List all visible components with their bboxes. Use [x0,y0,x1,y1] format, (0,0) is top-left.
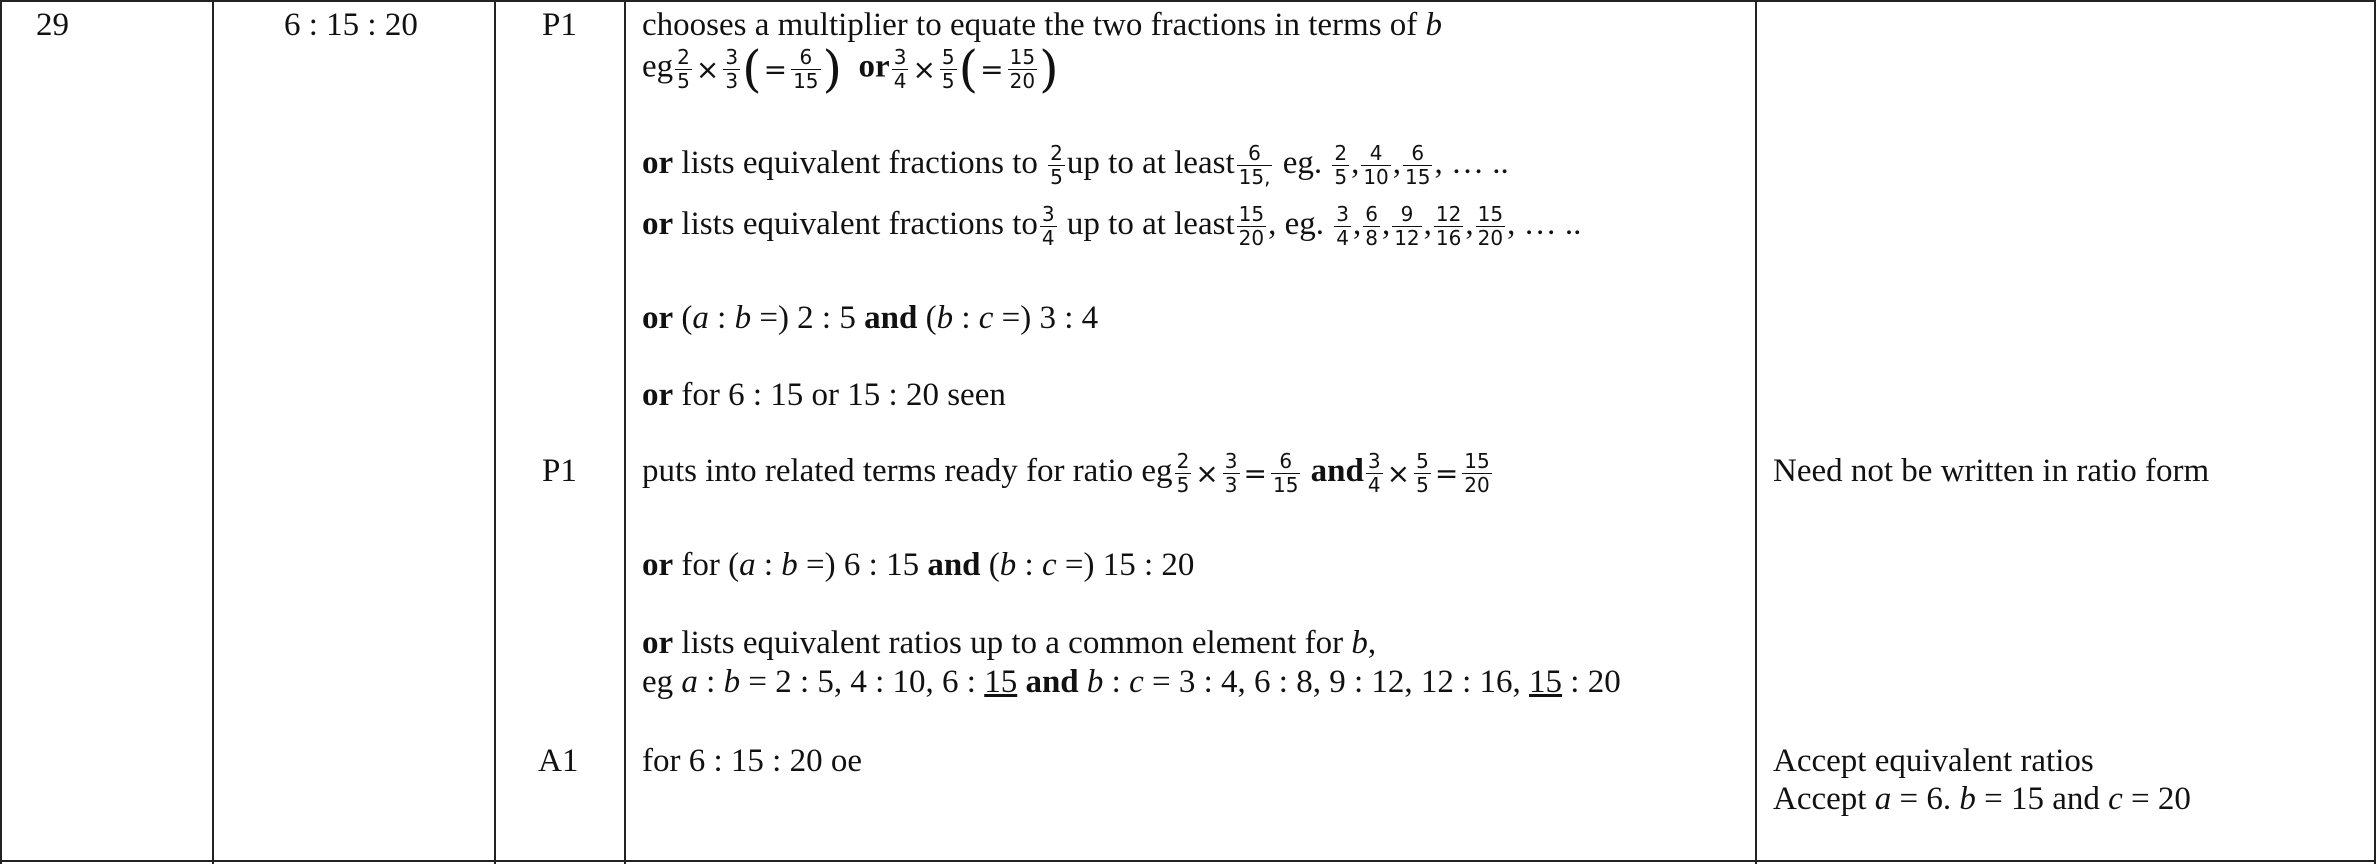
table-top-border [0,0,2376,2]
column-divider-2 [212,0,214,864]
answer-cell: 6 : 15 : 20 [284,7,418,43]
column-divider-1 [0,0,2,864]
note-accept-values: Accept a = 6. b = 15 and c = 20 [1773,781,2191,817]
mark-p1-first: P1 [542,7,577,43]
note-ratio-form: Need not be written in ratio form [1773,453,2210,489]
scheme-line-common-element: or lists equivalent ratios up to a common element for b, [642,625,1377,661]
scheme-line-seen: or for 6 : 15 or 15 : 20 seen [642,377,1006,413]
scheme-line-related-terms: puts into related terms ready for ratio eg $\frac{2}{5}$ × $\frac{3}{3}$ = $\frac{6}{15}$ and $\frac{3}{4}$ × $\frac{5}{5}$ = $\frac{15}{20}$ [642,449,1490,497]
scheme-line-multiplier: chooses a multiplier to equate the two fractions in terms of b [642,7,1443,43]
scheme-line-multiplier-example: eg $\frac{2}{5}$ × $\frac{3}{3}$ (= $\frac{6}{15}$ ) or $\frac{3}{4}$ × $\frac{5}{5}$ (= $\frac{15}{20}$ ) [642,40,1059,98]
question-number: 29 [36,7,69,43]
mark-a1: A1 [538,743,579,779]
scheme-line-equivalent-fractions-2: or lists equivalent fractions to $\frac{3}{4}$ up to at least $\frac{15}{20}$ , eg. $\frac{3}{4}$ , $\frac{6}{8}$ , $\frac{9}{12}$ , $\frac{12}{16}$ , $\frac{15}{20}$ , … .. [642,202,1582,250]
fraction: $\frac{2}{5}$ [677,44,690,93]
scheme-line-ratios: or (a : b =) 2 : 5 and (b : c =) 3 : 4 [642,300,1099,336]
note-equivalent-ratios: Accept equivalent ratios [1773,743,2094,779]
scheme-line-ratio-forms: or for (a : b =) 6 : 15 and (b : c =) 15 : 20 [642,547,1195,583]
column-divider-5 [1755,0,1757,864]
table-bottom-border [0,860,2376,862]
column-divider-4 [624,0,626,864]
scheme-line-final-answer: for 6 : 15 : 20 oe [642,743,862,779]
mark-p1-second: P1 [542,453,577,489]
column-divider-3 [494,0,496,864]
scheme-line-equivalent-fractions-1: or lists equivalent fractions to $\frac{2}{5}$ up to at least $\frac{6}{15,}$ eg. $\frac{2}{5}$ , $\frac{4}{10}$ , $\frac{6}{15}$ , … .. [642,141,1509,189]
scheme-line-common-element-example: eg a : b = 2 : 5, 4 : 10, 6 : 15 and b : c = 3 : 4, 6 : 8, 9 : 12, 12 : 16, 15 : 20 [642,664,1621,700]
